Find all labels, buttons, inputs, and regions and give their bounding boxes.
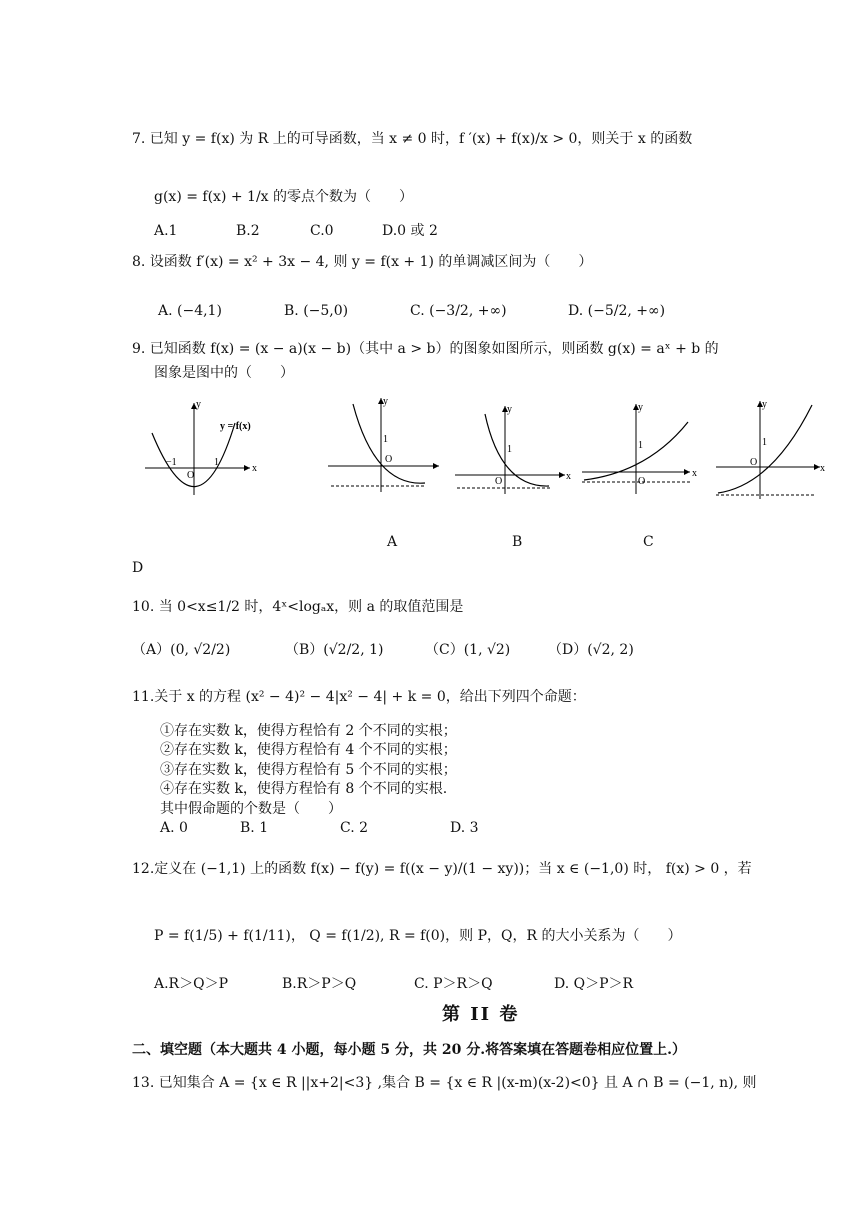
q12-line1: 12.定义在 (−1,1) 上的函数 f(x) − f(y) = f((x − y)/(1 − xy))；当 x ∈ (−1,0) 时， f(x) > 0 ，若 [132,861,752,877]
q9-label-c: C [643,534,654,550]
q9-d-y-label: y [762,399,767,410]
q12-option-b: B.R＞P＞Q [282,976,357,992]
q9-b-origin: O [495,476,503,487]
q7-line2: g(x) = f(x) + 1/x 的零点个数为（ ） [154,189,414,205]
q11-option-d: D. 3 [450,820,479,836]
q9-f-label: y = f(x) [220,421,251,432]
q7-line1: 7. 已知 y = f(x) 为 R 上的可导函数，当 x ≠ 0 时，f ′(x) + f(x)/x > 0，则关于 x 的函数 [132,131,693,147]
q9-c-y-label: y [638,402,643,413]
q9-f-one: 1 [214,457,219,468]
q9-f-minus-one: −1 [166,457,177,468]
q11-question: 其中假命题的个数是（ ） [160,801,342,817]
q9-d-one: 1 [762,437,767,448]
q10-option-d: （D）(√2, 2) [548,642,634,658]
q9-a-origin: O [385,454,393,465]
q8-option-a: A. (−4,1) [158,303,222,319]
q11-option-b: B. 1 [240,820,269,836]
q9-b-one: 1 [507,444,512,455]
q11-prop-2: ②存在实数 k，使得方程恰有 4 个不同的实根； [160,742,457,758]
q10-stem: 10. 当 0<x≤1/2 时，4ˣ<logₐx，则 a 的取值范围是 [132,599,464,615]
q9-f-y-label: y [196,399,201,410]
q12-option-c: C. P＞R＞Q [414,976,493,992]
q11-prop-4: ④存在实数 k，使得方程恰有 8 个不同的实根. [160,781,448,797]
q12-option-a: A.R＞Q＞P [154,976,228,992]
q9-f-origin: O [187,470,195,481]
q9-line2: 图象是图中的（ ） [154,365,294,381]
q9-d-origin: O [750,457,758,468]
q9-line1: 9. 已知函数 f(x) = (x − a)(x − b)（其中 a > b）的图象如图所示，则函数 g(x) = aˣ + b 的 [132,341,719,357]
q10-option-a: （A）(0, √2/2) [132,642,231,658]
q7-option-d: D.0 或 2 [382,223,438,239]
q11-prop-1: ①存在实数 k，使得方程恰有 2 个不同的实根； [160,723,457,739]
section-title: 第 II 卷 [442,1004,520,1025]
q9-b-y-label: y [507,404,512,415]
q13-stem: 13. 已知集合 A = {x ∈ R ||x+2|<3} ,集合 B = {x ∈ R |(x-m)(x-2)<0} 且 A ∩ B = (−1, n), 则 [132,1075,757,1091]
q9-c-x-label: x [692,468,697,479]
q12-line2: P = f(1/5) + f(1/11)， Q = f(1/2), R = f(0)，则 P，Q，R 的大小关系为（ ） [154,928,682,944]
q9-graph-f [140,395,260,500]
q9-d-x-label: x [820,463,825,474]
q9-graph-a [325,392,443,497]
q8-stem: 8. 设函数 f′(x) = x² + 3x − 4, 则 y = f(x + 1) 的单调减区间为（ ） [132,254,593,270]
q9-c-origin: O [638,476,646,487]
q9-a-y-label: y [383,396,388,407]
q7-option-c: C.0 [310,223,334,239]
fill-blank-header: 二、填空题（本大题共 4 小题，每小题 5 分，共 20 分.将答案填在答题卷相应位置上.） [132,1042,686,1058]
q8-option-d: D. (−5/2, +∞) [568,303,666,319]
q9-label-b: B [512,534,523,550]
q9-label-a: A [387,534,398,550]
q9-b-x-label: x [566,471,571,482]
q11-option-c: C. 2 [340,820,369,836]
q12-option-d: D. Q＞P＞R [554,976,634,992]
q9-f-x-label: x [252,463,257,474]
q9-c-one: 1 [638,440,643,451]
q9-a-one: 1 [383,434,388,445]
q10-option-c: （C）(1, √2) [425,642,511,658]
q11-option-a: A. 0 [160,820,188,836]
q11-prop-3: ③存在实数 k，使得方程恰有 5 个不同的实根； [160,762,457,778]
q9-graph-d [712,395,827,500]
q7-option-b: B.2 [236,223,260,239]
q9-graph-c [578,400,703,495]
q9-graph-b [453,400,573,495]
q11-stem: 11.关于 x 的方程 (x² − 4)² − 4|x² − 4| + k = 0，给出下列四个命题： [132,689,586,705]
q9-label-d: D [132,560,144,576]
q7-option-a: A.1 [154,223,178,239]
q8-option-c: C. (−3/2, +∞) [410,303,507,319]
q8-option-b: B. (−5,0) [284,303,349,319]
q10-option-b: （B）(√2/2, 1) [285,642,384,658]
